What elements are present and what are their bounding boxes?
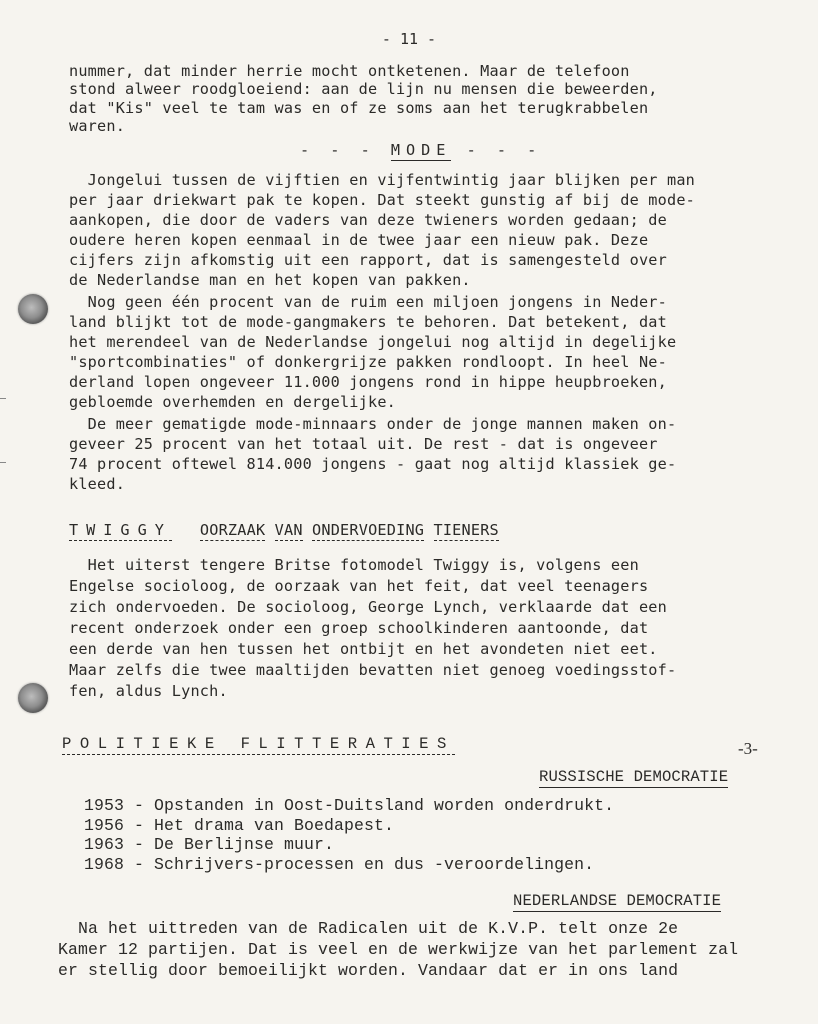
intro-line: stond alweer roodgloeiend: aan de lijn nu mensen die beweerden, bbox=[69, 80, 658, 98]
russisch-item: 1956 - Het drama van Boedapest. bbox=[84, 816, 395, 835]
mode-line: Nog geen één procent van de ruim een miljoen jongens in Neder- bbox=[69, 293, 667, 311]
politiek-page-marker: -3- bbox=[738, 739, 758, 758]
twiggy-heading-word: TIENERS bbox=[433, 521, 499, 539]
nederlands-line: er stellig door bemoeilijkt worden. Vandaar dat er in ons land bbox=[58, 961, 679, 980]
edge-mark bbox=[0, 462, 6, 463]
mode-heading-text: MODE bbox=[390, 141, 452, 159]
twiggy-heading-word: TWIGGY bbox=[69, 521, 172, 539]
russisch-item: 1963 - De Berlijnse muur. bbox=[84, 835, 335, 854]
twiggy-line: Engelse socioloog, de oorzaak van het feit, dat veel teenagers bbox=[69, 577, 649, 595]
russisch-item: 1953 - Opstanden in Oost-Duitsland worden onderdrukt. bbox=[84, 796, 615, 815]
twiggy-line: recent onderzoek onder een groep schoolkinderen aantoonde, dat bbox=[69, 619, 649, 637]
twiggy-heading-word: ONDERVOEDING bbox=[312, 521, 425, 539]
mode-line: oudere heren kopen eenmaal in de twee jaar een nieuw pak. Deze bbox=[69, 231, 649, 249]
russisch-heading-text: RUSSISCHE DEMOCRATIE bbox=[539, 768, 729, 786]
twiggy-line: zich ondervoeden. De socioloog, George Lynch, verklaarde dat een bbox=[69, 598, 667, 616]
nederlands-line: Kamer 12 partijen. Dat is veel en de werkwijze van het parlement zal bbox=[58, 940, 739, 959]
twiggy-heading-word: VAN bbox=[274, 521, 303, 539]
intro-line: waren. bbox=[69, 117, 126, 135]
punch-hole-icon bbox=[18, 294, 48, 324]
mode-line: kleed. bbox=[69, 475, 126, 493]
mode-heading: - - - MODE - - - bbox=[300, 141, 543, 159]
page-number: - 11 - bbox=[381, 30, 437, 48]
russisch-item: 1968 - Schrijvers-processen en dus -veroordelingen. bbox=[84, 855, 595, 874]
mode-line: land blijkt tot de mode-gangmakers te behoren. Dat betekent, dat bbox=[69, 313, 667, 331]
mode-line: De meer gematigde mode-minnaars onder de jonge mannen maken on- bbox=[69, 415, 677, 433]
mode-line: de Nederlandse man en het kopen van pakken. bbox=[69, 271, 471, 289]
twiggy-heading-word: OORZAAK bbox=[199, 521, 266, 539]
politiek-heading-text: POLITIEKE FLITTERATIES bbox=[62, 735, 455, 753]
intro-line: dat "Kis" veel te tam was en of ze soms aan het terugkrabbelen bbox=[69, 99, 649, 117]
intro-line: nummer, dat minder herrie mocht ontketenen. Maar de telefoon bbox=[69, 62, 630, 80]
twiggy-line: Maar zelfs die twee maaltijden bevatten niet genoeg voedingsstof- bbox=[69, 661, 677, 679]
twiggy-line: Het uiterst tengere Britse fotomodel Twiggy is, volgens een bbox=[69, 556, 639, 574]
politiek-heading bbox=[62, 735, 818, 753]
mode-line: cijfers zijn afkomstig uit een rapport, dat is samengesteld over bbox=[69, 251, 667, 269]
edge-mark bbox=[0, 398, 6, 399]
nederlands-heading-text: NEDERLANDSE DEMOCRATIE bbox=[513, 892, 722, 910]
mode-line: derland lopen ongeveer 11.000 jongens rond in hippe heupbroeken, bbox=[69, 373, 667, 391]
mode-line: het merendeel van de Nederlandse jongelui nog altijd in degelijke bbox=[69, 333, 677, 351]
twiggy-line: een derde van hen tussen het ontbijt en het avondeten niet eet. bbox=[69, 640, 658, 658]
mode-line: 74 procent oftewel 814.000 jongens - gaat nog altijd klassiek ge- bbox=[69, 455, 677, 473]
nederlands-heading bbox=[513, 892, 818, 910]
twiggy-line: fen, aldus Lynch. bbox=[69, 682, 228, 700]
nederlands-line: Na het uittreden van de Radicalen uit de K.V.P. telt onze 2e bbox=[58, 919, 679, 938]
russisch-heading bbox=[539, 768, 818, 786]
mode-line: Jongelui tussen de vijftien en vijfentwintig jaar blijken per man bbox=[69, 171, 696, 189]
mode-line: "sportcombinaties" of donkergrijze pakken rondloopt. In heel Ne- bbox=[69, 353, 667, 371]
mode-line: per jaar driekwart pak te kopen. Dat steekt gunstig af bij de mode- bbox=[69, 191, 696, 209]
mode-line: aankopen, die door de vaders van deze twieners worden gedaan; de bbox=[69, 211, 667, 229]
twiggy-heading bbox=[69, 521, 818, 539]
mode-line: geveer 25 procent van het totaal uit. De rest - dat is ongeveer bbox=[69, 435, 658, 453]
punch-hole-icon bbox=[18, 683, 48, 713]
mode-line: gebloemde overhemden en dergelijke. bbox=[69, 393, 397, 411]
